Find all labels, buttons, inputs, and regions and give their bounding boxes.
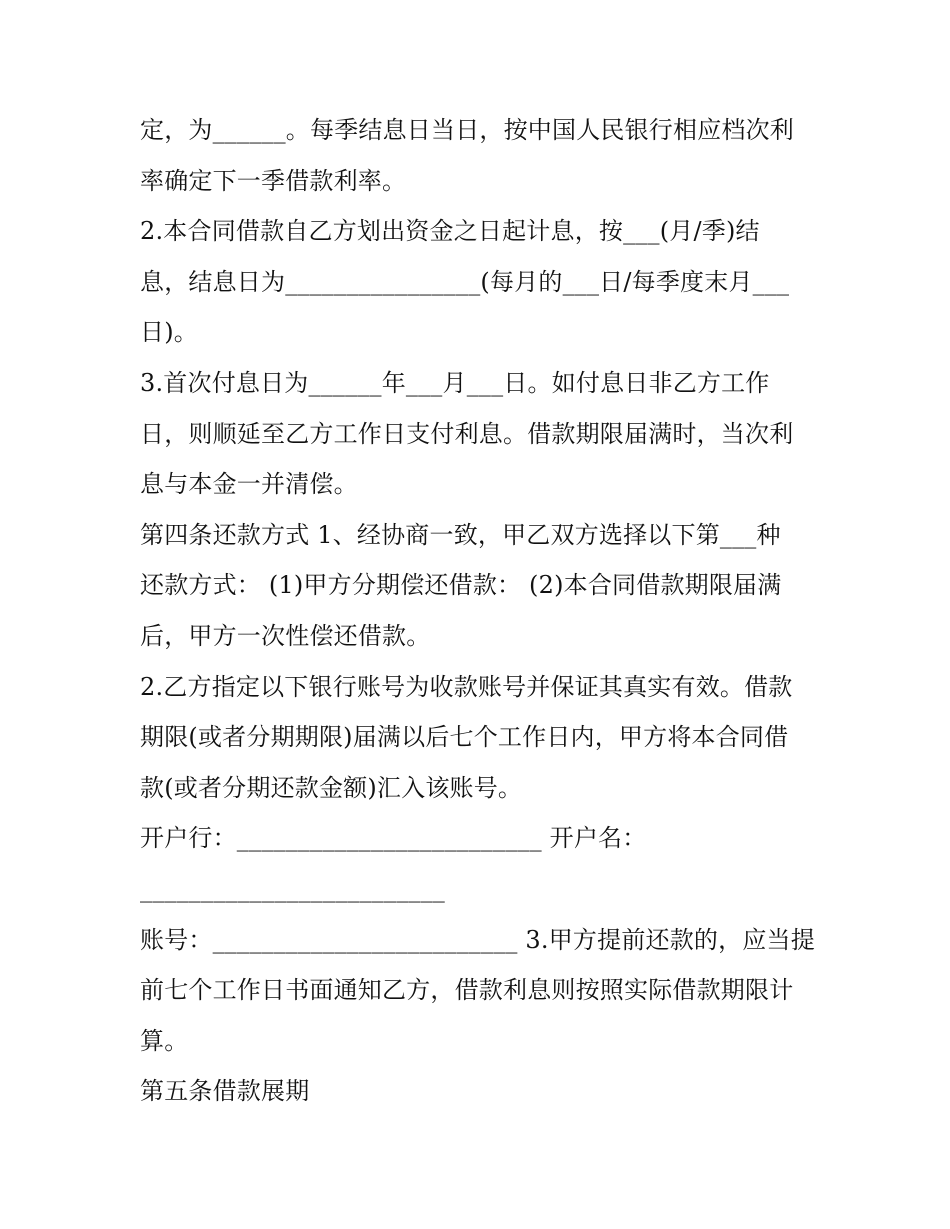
section-heading: 第五条借款展期 <box>140 1077 310 1106</box>
text-line: 后，甲方一次性偿还借款。 <box>140 621 431 650</box>
account-line: 账号：_________________________ 3.甲方提前还款的，应当提 <box>140 925 815 954</box>
text-line: 日，则顺延至乙方工作日支付利息。借款期限届满时，当次利 <box>140 419 794 448</box>
bank-info-line: 开户行：_________________________ 开户名： <box>140 824 647 853</box>
text-line: 率确定下一季借款利率。 <box>140 166 407 195</box>
text-line: 息与本金一并清偿。 <box>140 470 358 499</box>
text-line: 2.本合同借款自乙方划出资金之日起计息，按___(月/季)结 <box>140 217 760 246</box>
text-line: 前七个工作日书面通知乙方，借款利息则按照实际借款期限计 <box>140 976 794 1005</box>
document-page <box>140 105 820 1117</box>
text-line: 3.首次付息日为______年___月___日。如付息日非乙方工作 <box>140 368 770 397</box>
text-line: 2.乙方指定以下银行账号为收款账号并保证其真实有效。借款 <box>140 672 793 701</box>
text-line: 款(或者分期还款金额)汇入该账号。 <box>140 773 523 802</box>
text-line: 日)。 <box>140 318 198 347</box>
text-line: 息，结息日为________________(每月的___日/每季度末月___ <box>140 267 790 296</box>
bank-info-line: _________________________ <box>140 874 445 903</box>
section-heading-line: 第四条还款方式 1、经协商一致，甲乙双方选择以下第___种 <box>140 520 781 549</box>
text-line: 算。 <box>140 1026 189 1055</box>
text-line: 还款方式： (1)甲方分期偿还借款： (2)本合同借款期限届满 <box>140 571 782 600</box>
text-line: 期限(或者分期期限)届满以后七个工作日内，甲方将本合同借 <box>140 723 789 752</box>
text-line: 定，为______。每季结息日当日，按中国人民银行相应档次利 <box>140 116 794 144</box>
